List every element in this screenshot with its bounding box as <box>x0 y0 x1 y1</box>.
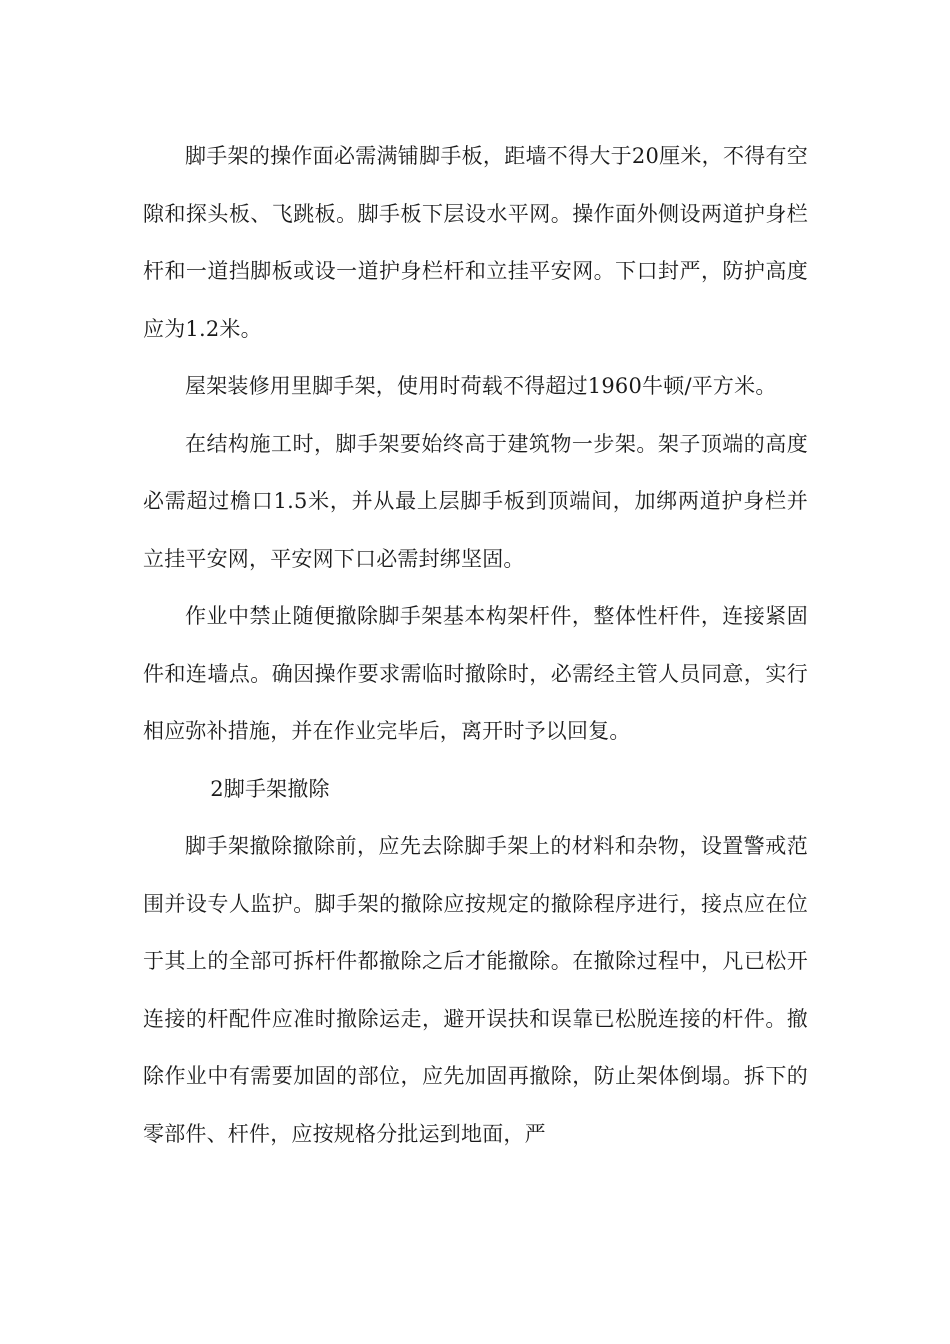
paragraph-scaffold-platform: 脚手架的操作面必需满铺脚手板，距墙不得大于20厘米，不得有空隙和探头板、飞跳板。脚手板下层设水平网。操作面外侧设两道护身栏杆和一道挡脚板或设一道护身栏杆和立挂平安网。下口封严，防护高度应为1.2米。 <box>143 144 808 341</box>
paragraph-structure-construction: 在结构施工时，脚手架要始终高于建筑物一步架。架子顶端的高度必需超过檐口1.5米，并从最上层脚手板到顶端间，加绑两道护身栏并立挂平安网，平安网下口必需封绑坚固。 <box>143 431 808 571</box>
document-body <box>143 128 808 1163</box>
paragraph-roof-truss-load: 屋架装修用里脚手架，使用时荷载不得超过1960牛顿/平方米。 <box>185 374 777 398</box>
paragraph-scaffold-removal: 脚手架撤除撤除前，应先去除脚手架上的材料和杂物，设置警戒范围并设专人监护。脚手架的撤除应按规定的撤除程序进行，接点应在位于其上的全部可拆杆件都撤除之后才能撤除。在撤除过程中，凡已松开连接的杆配件应准时撤除运走，避开误扶和误靠已松脱连接的杆件。撤除作业中有需要加固的部位，应先加固再撤除，防止架体倒塌。拆下的零部件、杆件，应按规格分批运到地面，严 <box>143 834 808 1146</box>
section-heading: 2脚手架撤除 <box>210 776 330 801</box>
paragraph-removal-prohibition: 作业中禁止随便撤除脚手架基本构架杆件，整体性杆件，连接紧固件和连墙点。确因操作要求需临时撤除时，必需经主管人员同意，实行相应弥补措施，并在作业完毕后，离开时予以回复。 <box>143 604 808 743</box>
